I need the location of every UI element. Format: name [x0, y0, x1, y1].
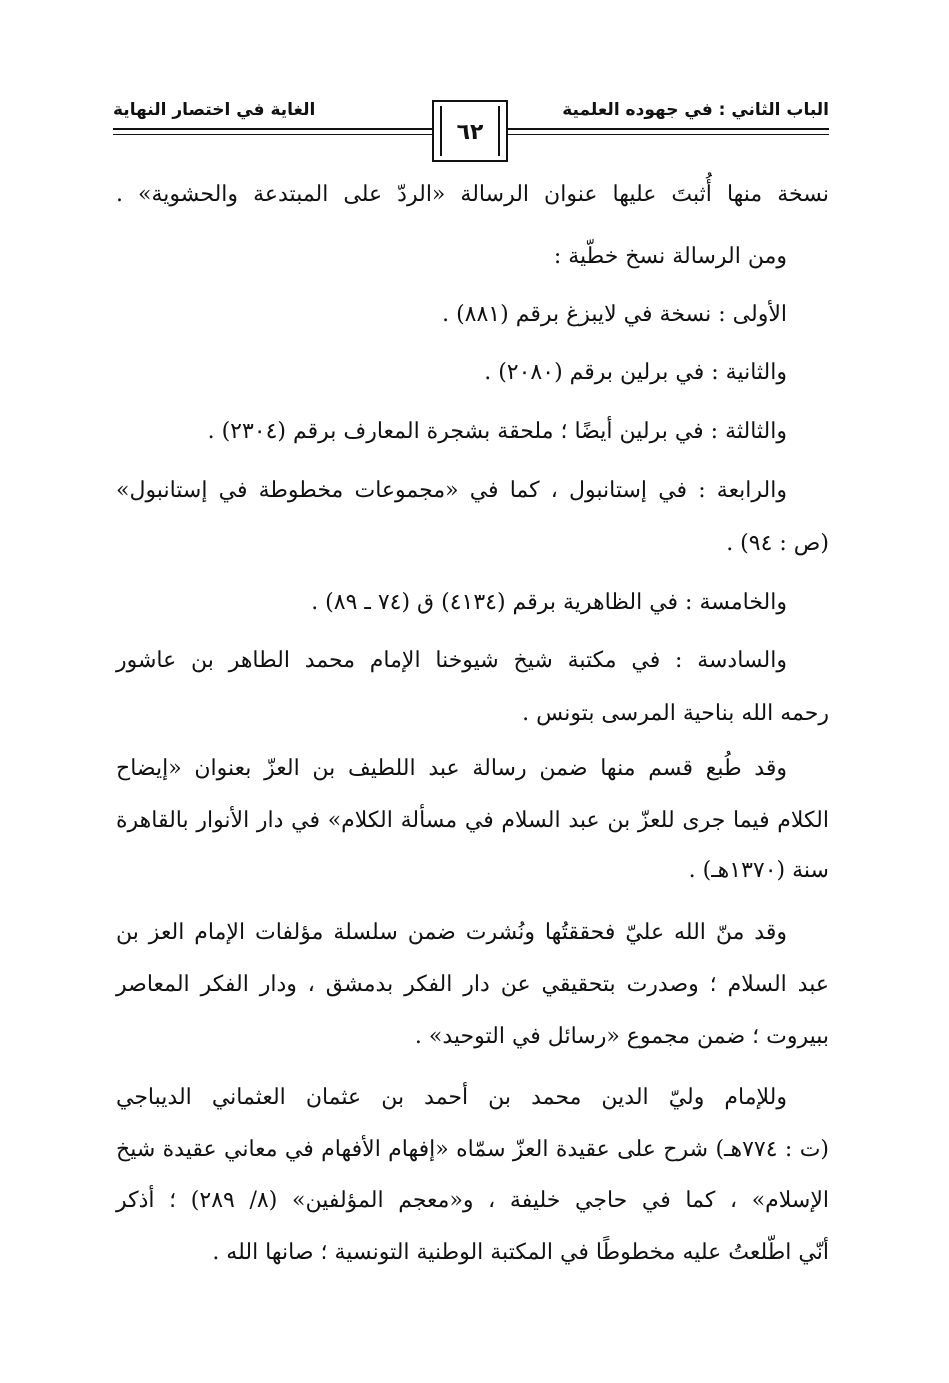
chapter-header: الباب الثاني : في جهوده العلمية — [562, 100, 829, 120]
text-line: (ت : ٧٧٤هـ) شرح على عقيدة العزّ سمّاه «إفهام الأفهام في معاني عقيدة شيخ — [116, 1137, 829, 1162]
text-line: الإسلام» ، كما في حاجي خليفة ، و«معجم المؤلفين» (٨/ ٢٨٩) ؛ أذكر — [116, 1188, 830, 1213]
text-line: والثالثة : في برلين أيضًا ؛ ملحقة بشجرة المعارف برقم (٢٣٠٤) . — [207, 419, 787, 444]
text-line: وقد منّ الله عليّ فحققتُها ونُشرت ضمن سلسلة مؤلفات الإمام العز بن — [116, 920, 787, 945]
text-line: وقد طُبع قسم منها ضمن رسالة عبد اللطيف بن العزّ بعنوان «إيضاح — [116, 756, 787, 781]
text-line: والسادسة : في مكتبة شيخ شيوخنا الإمام محمد الطاهر بن عاشور — [116, 648, 787, 673]
text-line: والثانية : في برلين برقم (٢٠٨٠) . — [484, 360, 787, 385]
text-line: عبد السلام ؛ وصدرت بتحقيقي عن دار الفكر بدمشق ، ودار الفكر المعاصر — [116, 972, 829, 997]
text-line: نسخة منها أُثبتَ عليها عنوان الرسالة «الردّ على المبتدعة والحشوية» . — [116, 182, 829, 207]
text-line: والرابعة : في إستانبول ، كما في «مجموعات مخطوطة في إستانبول» — [116, 478, 787, 503]
text-line: الأولى : نسخة في لايبزغ برقم (٨٨١) . — [442, 302, 787, 327]
book-title-header: الغاية في اختصار النهاية — [113, 100, 316, 120]
text-line: والخامسة : في الظاهرية برقم (٤١٣٤) ق (٧٤ ـ ٨٩) . — [311, 590, 787, 615]
text-line: ببيروت ؛ ضمن مجموع «رسائل في التوحيد» . — [414, 1024, 829, 1049]
text-line: وللإمام وليّ الدين محمد بن أحمد بن عثمان العثماني الديباجي — [116, 1085, 787, 1110]
page-number-frame — [432, 100, 508, 162]
text-line: ومن الرسالة نسخ خطّية : — [553, 244, 787, 269]
text-line: (ص : ٩٤) . — [726, 531, 829, 556]
page-number: ٦٢ — [456, 120, 484, 145]
text-line: الكلام فيما جرى للعزّ بن عبد السلام في مسألة الكلام» في دار الأنوار بالقاهرة — [116, 808, 829, 833]
text-line: سنة (١٣٧٠هـ) . — [688, 858, 829, 883]
text-line: أنّي اطّلعتُ عليه مخطوطًا في المكتبة الوطنية التونسية ؛ صانها الله . — [212, 1240, 829, 1265]
text-line: رحمه الله بناحية المرسى بتونس . — [522, 701, 829, 726]
